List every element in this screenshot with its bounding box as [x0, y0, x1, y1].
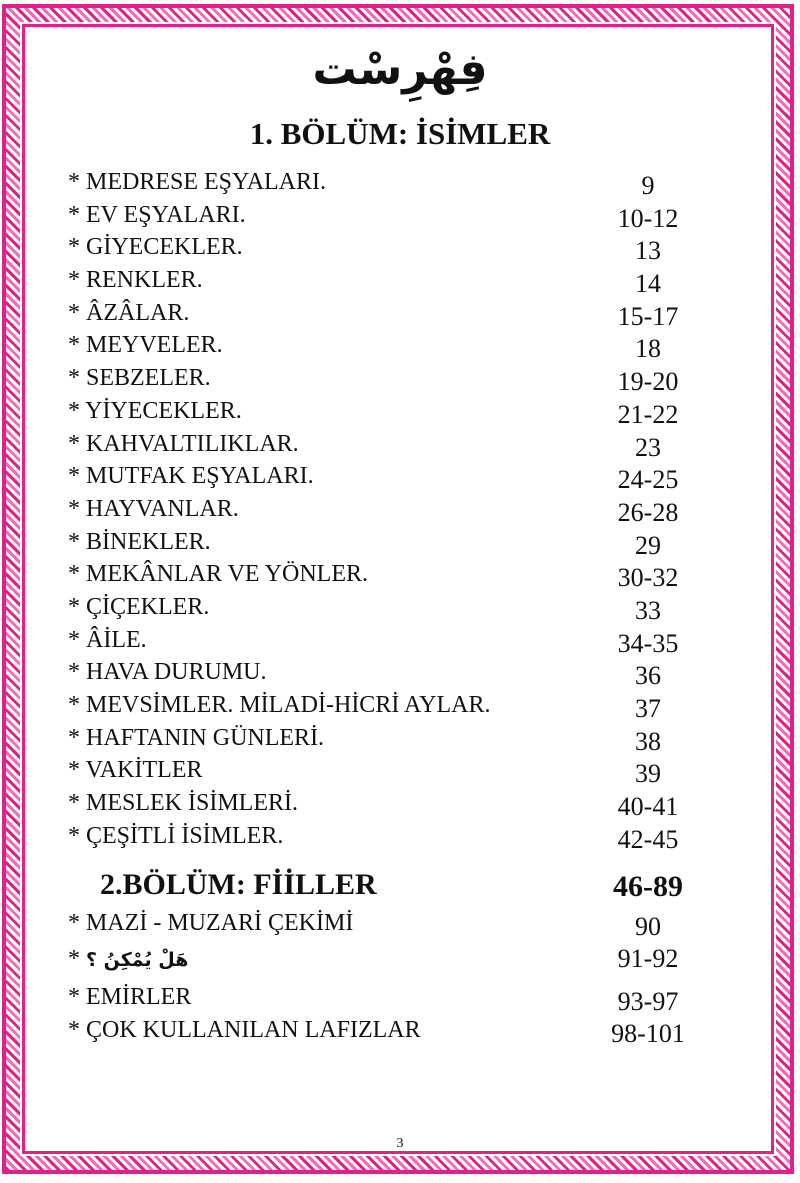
list-item	[68, 722, 708, 755]
list-item	[68, 820, 708, 853]
item-label: * SEBZELER.	[68, 365, 211, 392]
item-label: * EV EŞYALARI.	[68, 201, 246, 228]
item-label: * VAKİTLER	[68, 757, 203, 784]
item-page: 24-25	[617, 465, 679, 495]
list-item	[68, 558, 708, 591]
item-label: * BİNEKLER.	[68, 528, 211, 555]
item-page: 93-97	[617, 987, 679, 1016]
list-item	[68, 199, 708, 232]
item-label: * HAFTANIN GÜNLERİ.	[68, 724, 325, 751]
item-label: * MEYVELER.	[68, 332, 223, 359]
item-label: * ÂİLE.	[68, 626, 147, 653]
item-page: 30-32	[617, 563, 679, 593]
item-page: 18	[635, 334, 661, 364]
item-label: * HAYVANLAR.	[68, 495, 239, 522]
item-label: * MEDRESE EŞYALARI.	[68, 169, 327, 195]
list-item	[68, 460, 708, 493]
item-label: * EMİRLER	[68, 984, 192, 1010]
section2-title: 2.BÖLÜM: FİİLLER	[100, 868, 377, 901]
list-item	[68, 656, 708, 689]
item-label-prefix: *	[68, 946, 86, 972]
item-label	[68, 946, 188, 973]
list-item	[68, 428, 708, 461]
list-item	[68, 329, 708, 362]
item-page: 90	[635, 912, 661, 941]
item-page: 15-17	[617, 301, 679, 331]
item-page: 98-101	[611, 1019, 685, 1048]
item-label: * MUTFAK EŞYALARI.	[68, 463, 314, 490]
item-page: 26-28	[617, 497, 679, 527]
list-item	[68, 297, 708, 330]
item-page: 13	[635, 236, 661, 266]
item-label: * KAHVALTILIKLAR.	[68, 430, 299, 457]
list-item	[68, 1017, 708, 1057]
item-page: 37	[635, 694, 661, 723]
item-label: * RENKLER.	[68, 267, 203, 294]
section2-page: 46-89	[613, 870, 683, 903]
item-label: * ÂZÂLAR.	[68, 299, 190, 326]
list-item	[68, 231, 708, 264]
list-item	[68, 944, 708, 984]
item-label: * GİYECEKLER.	[68, 234, 243, 261]
item-page: 9	[641, 171, 655, 200]
list-item	[68, 264, 708, 297]
item-label: * YİYECEKLER.	[68, 397, 242, 424]
list-item	[68, 166, 708, 199]
item-page: 33	[635, 595, 661, 625]
list-item	[68, 689, 708, 722]
item-page: 38	[635, 726, 661, 756]
item-page: 10-12	[617, 203, 679, 233]
item-page: 42-45	[617, 824, 679, 854]
item-page: 14	[635, 269, 661, 299]
item-page: 19-20	[617, 367, 679, 397]
item-label: * ÇOK KULLANILAN LAFIZLAR	[68, 1017, 421, 1043]
list-item	[68, 526, 708, 559]
list-item	[68, 362, 708, 395]
list-item	[68, 787, 708, 820]
list-item	[68, 395, 708, 428]
item-label: * MAZİ - MUZARİ ÇEKİMİ	[68, 910, 354, 936]
item-page: 91-92	[617, 944, 679, 973]
list-item	[68, 754, 708, 787]
item-label-arabic: هَلْ يُمْكِنُ ؟	[86, 949, 189, 971]
section1-list	[68, 166, 708, 852]
list-item	[68, 493, 708, 526]
list-item	[68, 591, 708, 624]
item-label: * HAVA DURUMU.	[68, 659, 267, 686]
item-label: * MEKÂNLAR VE YÖNLER.	[68, 561, 368, 588]
item-label: * MESLEK İSİMLERİ.	[68, 790, 298, 817]
list-item	[68, 624, 708, 657]
item-page: 21-22	[617, 399, 679, 429]
item-page: 39	[635, 759, 661, 789]
item-page: 40-41	[617, 792, 679, 822]
item-label: * ÇİÇEKLER.	[68, 593, 210, 620]
item-page: 34-35	[617, 628, 679, 658]
item-page: 23	[635, 432, 661, 462]
item-label: * ÇEŞİTLİ İSİMLER.	[68, 822, 284, 849]
item-page: 29	[635, 530, 661, 560]
item-page: 36	[635, 661, 661, 691]
arabic-title: فِهْرِسْت	[312, 44, 488, 95]
page-number: 3	[396, 1136, 404, 1151]
item-label: * MEVSİMLER. MİLADİ-HİCRİ AYLAR.	[68, 692, 491, 718]
section1-title: 1. BÖLÜM: İSİMLER	[249, 116, 551, 151]
